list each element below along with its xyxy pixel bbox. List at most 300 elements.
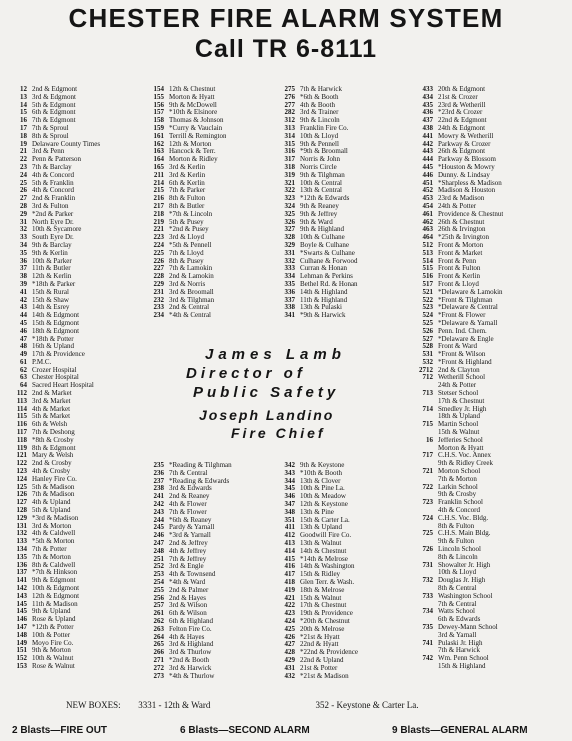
signature-title-1b: Public Safety <box>193 384 340 401</box>
box-number: 21 <box>20 148 27 156</box>
box-entry <box>411 413 503 421</box>
box-entry <box>277 234 358 242</box>
box-number: 327 <box>284 226 295 234</box>
box-entry <box>4 343 100 351</box>
box-entry <box>277 540 358 548</box>
box-location: 24th & Potter <box>438 382 477 390</box>
box-entry <box>4 452 100 460</box>
box-number: 322 <box>284 187 295 195</box>
box-entry <box>277 172 358 180</box>
box-location: Bethel Rd. & Honan <box>300 280 358 288</box>
box-entry <box>146 532 232 540</box>
box-entry <box>411 164 503 172</box>
box-entry <box>146 211 226 219</box>
box-location: *Front & Highland <box>438 358 492 366</box>
box-location: 4th & Hayes <box>169 633 205 641</box>
box-entry <box>411 281 503 289</box>
box-location: *21st & Hyatt <box>300 633 340 641</box>
box-number: 133 <box>16 538 27 546</box>
box-location: 22nd & Upland <box>300 656 344 664</box>
box-number: 237 <box>153 477 164 485</box>
box-entry <box>411 476 503 484</box>
box-number: 243 <box>153 508 164 516</box>
box-entry <box>4 585 100 593</box>
box-entry <box>411 226 503 234</box>
box-number: 415 <box>284 555 295 563</box>
box-entry <box>146 203 226 211</box>
box-location: C.H.S. Main Bldg. <box>438 530 491 538</box>
box-location: 15th & Ridley <box>300 571 341 579</box>
box-number: 428 <box>284 649 295 657</box>
box-entry <box>411 460 503 468</box>
box-location: 9th & Ridley Creek <box>438 460 494 468</box>
box-entry <box>4 523 100 531</box>
box-number: 149 <box>16 639 27 647</box>
box-location: 7th & Central <box>169 469 208 477</box>
box-entry <box>4 148 100 156</box>
box-number: 273 <box>153 672 164 680</box>
box-location: 3rd & Engle <box>169 563 204 571</box>
box-entry <box>4 616 100 624</box>
box-number: 164 <box>153 156 164 164</box>
box-number: 342 <box>284 462 295 469</box>
box-entry <box>277 109 358 117</box>
box-number: 142 <box>16 585 27 592</box>
box-number: 247 <box>153 539 164 547</box>
box-location: *10th & Booth <box>300 469 343 477</box>
box-number: 264 <box>153 633 164 641</box>
box-entry <box>146 102 226 110</box>
box-number: 276 <box>284 93 295 101</box>
box-number: 135 <box>16 553 27 561</box>
box-number: 341 <box>284 312 295 320</box>
box-number: 236 <box>153 469 164 477</box>
box-location: 2nd & Market <box>32 390 72 398</box>
box-number: 513 <box>422 249 433 257</box>
signature-name-1: James Lamb <box>205 346 346 363</box>
box-entry <box>411 546 503 554</box>
box-entry <box>146 610 232 618</box>
box-location: Pardy & Yarnall <box>169 524 215 532</box>
box-entry <box>146 602 232 610</box>
box-number: 37 <box>20 265 27 273</box>
box-entry <box>411 640 503 648</box>
box-location: 19th & Providence <box>300 610 353 618</box>
box-entry <box>4 219 100 227</box>
box-location: *7th & Hinkson <box>32 569 78 577</box>
box-entry <box>146 195 226 203</box>
box-entry <box>4 273 100 281</box>
box-location: 10th & Culhane <box>300 234 345 242</box>
box-number: 334 <box>284 273 295 281</box>
box-entry <box>411 219 503 227</box>
box-number: 324 <box>284 202 295 210</box>
box-number: 234 <box>153 312 164 320</box>
box-location: P.M.C. <box>32 358 52 366</box>
box-number: 153 <box>16 662 27 670</box>
box-location: 14th & Esrey <box>32 304 70 312</box>
box-number: 421 <box>284 594 295 602</box>
box-location: Showalter Jr. High <box>438 561 491 569</box>
box-number: 26 <box>20 187 27 195</box>
box-entry <box>411 312 503 320</box>
box-location: *25th & Irvington <box>438 234 489 242</box>
box-number: 226 <box>153 257 164 265</box>
box-number: 113 <box>16 397 27 405</box>
box-number: 532 <box>422 358 433 366</box>
box-number: 24 <box>20 171 27 179</box>
box-entry <box>411 601 503 609</box>
box-location: 10th & Central <box>300 179 342 187</box>
box-entry <box>277 297 358 305</box>
box-entry <box>146 649 232 657</box>
box-entry <box>4 328 100 336</box>
box-entry <box>411 109 503 117</box>
box-number: 38 <box>20 273 27 281</box>
box-entry <box>4 250 100 258</box>
box-entry <box>277 141 358 149</box>
box-number: 15 <box>20 109 27 117</box>
box-location: *12th & Edwards <box>300 195 350 203</box>
box-location: Delaware County Times <box>32 140 101 148</box>
box-number: 312 <box>284 117 295 125</box>
box-entry <box>4 569 100 577</box>
box-entry <box>277 273 358 281</box>
box-location: 9th & Keystone <box>300 462 345 469</box>
box-number: 13 <box>20 93 27 101</box>
box-entry <box>4 359 100 367</box>
box-entry <box>4 491 100 499</box>
box-location: 6th & Kerlin <box>169 179 205 187</box>
box-location: 4th & Concord <box>438 507 480 515</box>
box-entry <box>146 133 226 141</box>
box-number: 514 <box>422 257 433 265</box>
box-entry <box>4 258 100 266</box>
box-column-2 <box>146 86 226 320</box>
box-location: Watts School <box>438 608 475 616</box>
box-number: 424 <box>284 617 295 625</box>
box-number: 63 <box>20 374 27 382</box>
box-location: 9th & Fulton <box>438 538 475 546</box>
box-entry <box>4 281 100 289</box>
box-number: 348 <box>284 508 295 516</box>
box-number: 441 <box>422 132 433 140</box>
box-number: 126 <box>16 491 27 499</box>
box-entry <box>411 562 503 570</box>
box-location: 8th & Caldwell <box>32 561 76 569</box>
box-location: Front & Market <box>438 249 483 257</box>
box-number: 717 <box>422 452 433 460</box>
box-location: 15th & Edgmont <box>32 319 80 327</box>
box-number: 315 <box>284 140 295 148</box>
box-number: 452 <box>422 187 433 195</box>
box-entry <box>277 265 358 273</box>
box-number: 721 <box>422 468 433 476</box>
box-location: Wm. Penn School <box>438 655 489 663</box>
box-entry <box>146 265 226 273</box>
box-entry <box>4 538 100 546</box>
box-number: 336 <box>284 288 295 296</box>
box-location: 26th & Edgmont <box>438 148 486 156</box>
box-number: 715 <box>422 421 433 429</box>
box-number: 734 <box>422 608 433 616</box>
box-number: 62 <box>20 366 27 374</box>
box-entry <box>277 556 358 564</box>
box-location: 13th & Central <box>300 187 342 195</box>
box-number: 12 <box>20 86 27 93</box>
box-entry <box>4 109 100 117</box>
new-box-2: 352 - Keystone & Carter La. <box>315 700 419 710</box>
box-entry <box>277 641 358 649</box>
box-entry <box>277 563 358 571</box>
box-location: *Delaware & Lamokin <box>438 288 503 296</box>
box-number: 47 <box>20 335 27 343</box>
box-location: 4th & Jeffrey <box>169 547 207 555</box>
box-location: 15th & Rural <box>32 288 69 296</box>
box-location: 2nd & Reaney <box>169 493 210 501</box>
box-location: *14th & Melrose <box>300 555 348 563</box>
box-entry <box>4 608 100 616</box>
box-entry <box>4 141 100 149</box>
box-number: 129 <box>16 514 27 522</box>
box-entry <box>411 647 503 655</box>
box-entry <box>411 554 503 562</box>
box-location: *Houston & Mowry <box>438 163 495 171</box>
box-number: 731 <box>422 561 433 569</box>
box-location: 3rd & Tilghman <box>169 296 215 304</box>
box-number: 724 <box>422 514 433 522</box>
box-location: 6th & Edwards <box>438 616 481 624</box>
box-location: Rose & Upland <box>32 616 76 624</box>
box-location: 10th & Pine La. <box>300 485 345 493</box>
box-entry <box>4 164 100 172</box>
box-entry <box>146 540 232 548</box>
box-entry <box>146 109 226 117</box>
box-location: 7th & Harwick <box>438 647 480 655</box>
box-entry <box>411 156 503 164</box>
box-location: 8th & Sproul <box>32 132 69 140</box>
box-entry <box>4 499 100 507</box>
box-location: *23rd & Crozer <box>438 109 483 117</box>
box-entry <box>4 655 100 663</box>
box-number: 224 <box>153 241 164 249</box>
box-column-4 <box>411 86 503 671</box>
box-location: 7th & Flower <box>169 508 207 516</box>
box-location: Front & Lloyd <box>438 280 479 288</box>
box-entry <box>146 242 226 250</box>
box-entry <box>146 141 226 149</box>
box-location: 4th & Caldwell <box>32 530 76 538</box>
box-entry <box>277 289 358 297</box>
box-location: Rose & Walnut <box>32 662 75 670</box>
box-number: 112 <box>16 390 27 398</box>
box-location: 18th & Edgmont <box>32 327 80 335</box>
box-number: 257 <box>153 602 164 610</box>
box-location: *5th & Pennell <box>169 241 212 249</box>
box-entry <box>411 86 503 94</box>
box-location: 3rd & Yarnall <box>438 631 477 639</box>
signature-title-2: Fire Chief <box>231 425 326 441</box>
box-entry <box>411 242 503 250</box>
box-entry <box>411 203 503 211</box>
box-entry <box>146 187 226 195</box>
box-location: Mary & Welsh <box>32 452 74 460</box>
box-entry <box>411 616 503 624</box>
box-entry <box>277 626 358 634</box>
box-location: 7th & Barclay <box>32 163 72 171</box>
box-location: 7th & Jeffrey <box>169 555 207 563</box>
box-location: 12th & Kerlin <box>32 273 72 281</box>
box-entry <box>4 336 100 344</box>
box-entry <box>277 180 358 188</box>
box-location: 23rd & Wetherill <box>438 101 486 109</box>
box-entry <box>4 398 100 406</box>
box-number: 132 <box>16 530 27 538</box>
box-location: 9th & Lincoln <box>300 117 340 125</box>
box-entry <box>411 102 503 110</box>
box-entry <box>411 569 503 577</box>
box-number: 446 <box>422 171 433 179</box>
box-number: 148 <box>16 631 27 639</box>
box-number: 417 <box>284 571 295 579</box>
box-number: 155 <box>153 93 164 101</box>
box-location: Front & Ward <box>438 343 477 351</box>
box-location: Felton Fire Co. <box>169 625 212 633</box>
box-location: *2nd & Parker <box>32 210 74 218</box>
box-location: Morton & Hyatt <box>169 93 215 101</box>
box-number: 123 <box>16 468 27 476</box>
box-number: 31 <box>20 218 27 226</box>
box-location: 23rd & Madison <box>438 195 485 203</box>
box-location: South Eyre Dr. <box>32 234 74 242</box>
box-entry <box>277 501 358 509</box>
box-location: Norris & John <box>300 156 341 164</box>
box-number: 429 <box>284 656 295 664</box>
box-location: Parkway & Blossom <box>438 156 496 164</box>
box-entry <box>4 460 100 468</box>
box-location: 10th & Lloyd <box>300 132 339 140</box>
box-number: 335 <box>284 280 295 288</box>
box-number: 16 <box>426 436 433 444</box>
box-number: 48 <box>20 343 27 351</box>
box-location: 21st & Crozer <box>438 93 478 101</box>
box-entry <box>411 211 503 219</box>
box-number: 321 <box>284 179 295 187</box>
box-location: Douglas Jr. High <box>438 577 486 585</box>
box-number: 231 <box>153 288 164 296</box>
new-box-1: 3331 - 12th & Ward <box>138 700 211 710</box>
box-location: *6th & Booth <box>300 93 339 101</box>
box-number: 42 <box>20 296 27 304</box>
box-number: 228 <box>153 273 164 281</box>
box-location: 6th & Edgmont <box>32 109 76 117</box>
box-entry <box>411 608 503 616</box>
box-location: Penn. Ind. Chem. <box>438 327 487 335</box>
box-entry <box>411 530 503 538</box>
box-entry <box>277 226 358 234</box>
box-entry <box>4 390 100 398</box>
box-number: 464 <box>422 234 433 242</box>
box-location: 15th & Walnut <box>300 594 342 602</box>
box-entry <box>4 632 100 640</box>
box-number: 165 <box>153 163 164 171</box>
box-location: *18th & Potter <box>32 335 74 343</box>
box-location: North Eyre Dr. <box>32 218 74 226</box>
box-number: 414 <box>284 547 295 555</box>
box-location: 4th & Concord <box>32 171 74 179</box>
box-location: Terrill & Remington <box>169 132 227 140</box>
box-location: C.H.S. Voc. Annex <box>438 452 492 460</box>
box-number: 712 <box>422 374 433 382</box>
box-number: 434 <box>422 93 433 101</box>
box-entry <box>411 304 503 312</box>
box-location: 8th & Butler <box>169 202 205 210</box>
box-location: 10th & Walnut <box>32 655 74 663</box>
box-entry <box>4 640 100 648</box>
box-entry <box>277 470 358 478</box>
box-location: 12th & Chestnut <box>169 86 216 93</box>
box-number: 451 <box>422 179 433 187</box>
box-entry <box>146 148 226 156</box>
box-entry <box>411 655 503 663</box>
box-entry <box>277 94 358 102</box>
box-number: 517 <box>422 280 433 288</box>
box-number: 41 <box>20 288 27 296</box>
box-number: 225 <box>153 249 164 257</box>
box-number: 238 <box>153 485 164 493</box>
box-entry <box>411 125 503 133</box>
box-entry <box>146 281 226 289</box>
box-location: 2nd & Palmer <box>169 586 209 594</box>
box-entry <box>277 187 358 195</box>
box-location: 17th & Chestnut <box>300 602 347 610</box>
box-location: Larkin School <box>438 483 478 491</box>
box-location: 9th & Pennell <box>300 140 339 148</box>
box-location: 8th & Pusey <box>169 257 204 265</box>
box-number: 16 <box>20 117 27 125</box>
box-number: 418 <box>284 578 295 586</box>
box-location: 13th & Pulaski <box>300 304 343 312</box>
box-number: 245 <box>153 524 164 532</box>
box-entry <box>146 297 226 305</box>
new-boxes-label: NEW BOXES: <box>66 700 121 710</box>
box-number: 156 <box>153 101 164 109</box>
box-entry <box>411 398 503 406</box>
box-location: *18th & Parker <box>32 280 76 288</box>
box-entry <box>411 421 503 429</box>
box-entry <box>411 538 503 546</box>
box-location: 2nd & Crosby <box>32 460 72 468</box>
box-location: 7th & Sproul <box>32 124 69 132</box>
box-column-3 <box>277 86 358 320</box>
box-entry <box>277 579 358 587</box>
box-number: 526 <box>422 327 433 335</box>
box-number: 527 <box>422 335 433 343</box>
box-number: 215 <box>153 187 164 195</box>
box-location: 7th & Central <box>438 600 477 608</box>
box-number: 523 <box>422 304 433 312</box>
box-location: 4th & Concord <box>32 187 74 195</box>
box-location: Penn & Patterson <box>32 156 81 164</box>
box-number: 49 <box>20 351 27 359</box>
box-location: 7th & Deshong <box>32 429 75 437</box>
box-location: 18th & Melrose <box>300 586 345 594</box>
box-location: 3rd & Morton <box>32 522 72 530</box>
box-entry <box>277 211 358 219</box>
box-location: *Front & Flower <box>438 312 486 320</box>
box-number: 445 <box>422 163 433 171</box>
box-location: 13th & Upland <box>300 524 342 532</box>
